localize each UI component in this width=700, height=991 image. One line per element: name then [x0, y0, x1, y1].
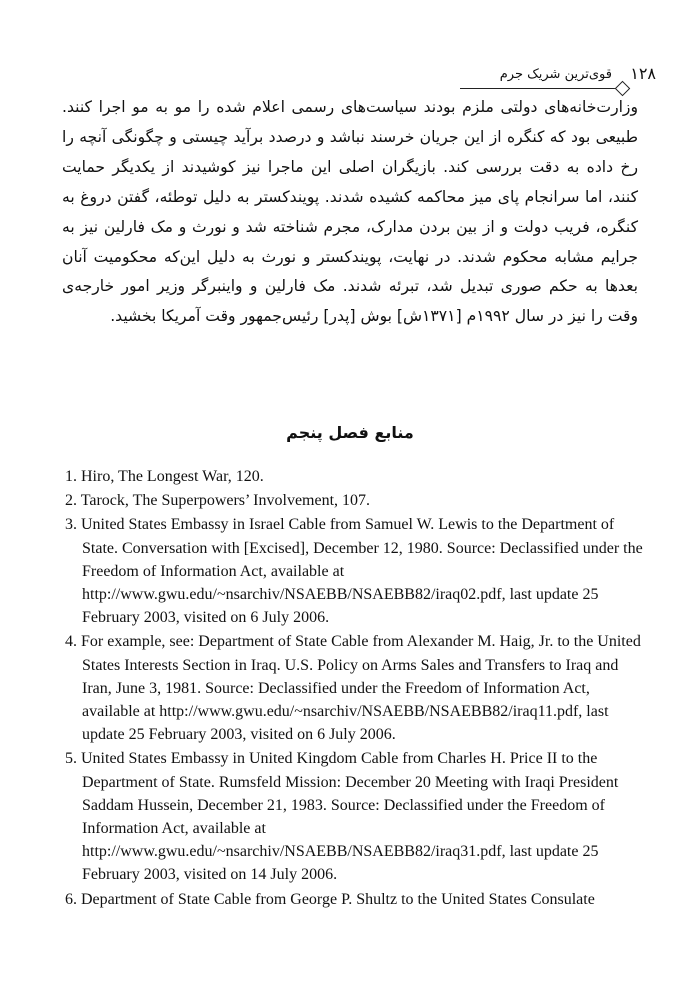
- section-title: منابع فصل پنجم: [286, 423, 414, 442]
- reference-item: 3. United States Embassy in Israel Cable from Samuel W. Lewis to the Department of State. Conversation with [Excised], December 12, 1980. Source: Declassified under the Freedom of Information Act, available at http://www.gwu.edu/~nsarchiv/NSAEBB/NSAEBB82/iraq02.pdf, last update 25 February 2003, visited on 6 July 2006.: [65, 516, 643, 627]
- header-rule: [460, 88, 626, 89]
- reference-item: 5. United States Embassy in United Kingdom Cable from Charles H. Price II to the Department of State. Rumsfeld Mission: December 20 Meeting with Iraqi President Saddam Hussein, December 21, 1983. Source: Declassified under the Freedom of Information Act, available at http://www.gwu.edu/~nsarchiv/NSAEBB/NSAEBB82/iraq31.pdf, last update 25 February 2003, visited on 14 July 2006.: [65, 750, 619, 884]
- reference-item: 2. Tarock, The Superpowers’ Involvement, 107.: [65, 492, 371, 510]
- reference-list: [65, 465, 645, 912]
- running-title: قوی‌ترین شریک جرم: [499, 67, 612, 82]
- page-number: ۱۲۸: [630, 64, 656, 83]
- reference-item: 4. For example, see: Department of State Cable from Alexander M. Haig, Jr. to the United States Interests Section in Iraq. U.S. Policy on Arms Sales and Transfers to Iraq and Iran, June 3, 1981. Source: Declassified under the Freedom of Information Act, available at http://www.gwu.edu/~nsarchiv/NSAEBB/NSAEBB82/iraq11.pdf, last update 25 February 2003, visited on 6 July 2006.: [65, 633, 641, 744]
- body-paragraph: وزارت‌خانه‌های دولتی ملزم بودند سیاست‌های رسمی اعلام شده را مو به مو اجرا کنند. طبیعی بود که کنگره از این جریان خرسند نباشد و درصدد برآید چیستی و چگونگی آنچه را رخ داده به دقت بررسی کند. بازیگران اصلی این ماجرا نیز کوشیدند از یکدیگر حمایت کنند، اما سرانجام پای میز محاکمه کشیده شدند. پویندکستر به دلیل توطئه، گفتن دروغ به کنگره، فریب دولت و از بین بردن مدارک، مجرم شناخته شد و نورث و مک فارلین نیز به جرایم مشابه محکوم شدند. در نهایت، پویندکستر و نورث به دلیل این‌که محکومیت آنان بعدها به حکم صوری تبدیل شد، تبرئه شدند. مک فارلین و واینبرگر وزیر امور خارجه‌ی وقت را نیز در سال ۱۹۹۲م [۱۳۷۱ش] بوش [پدر] رئیس‌جمهور وقت آمریکا بخشید.: [62, 98, 638, 326]
- reference-item: 1. Hiro, The Longest War, 120.: [65, 468, 264, 485]
- reference-item: 6. Department of State Cable from George P. Shultz to the United States Consulate: [65, 890, 595, 908]
- page-header: [460, 64, 656, 94]
